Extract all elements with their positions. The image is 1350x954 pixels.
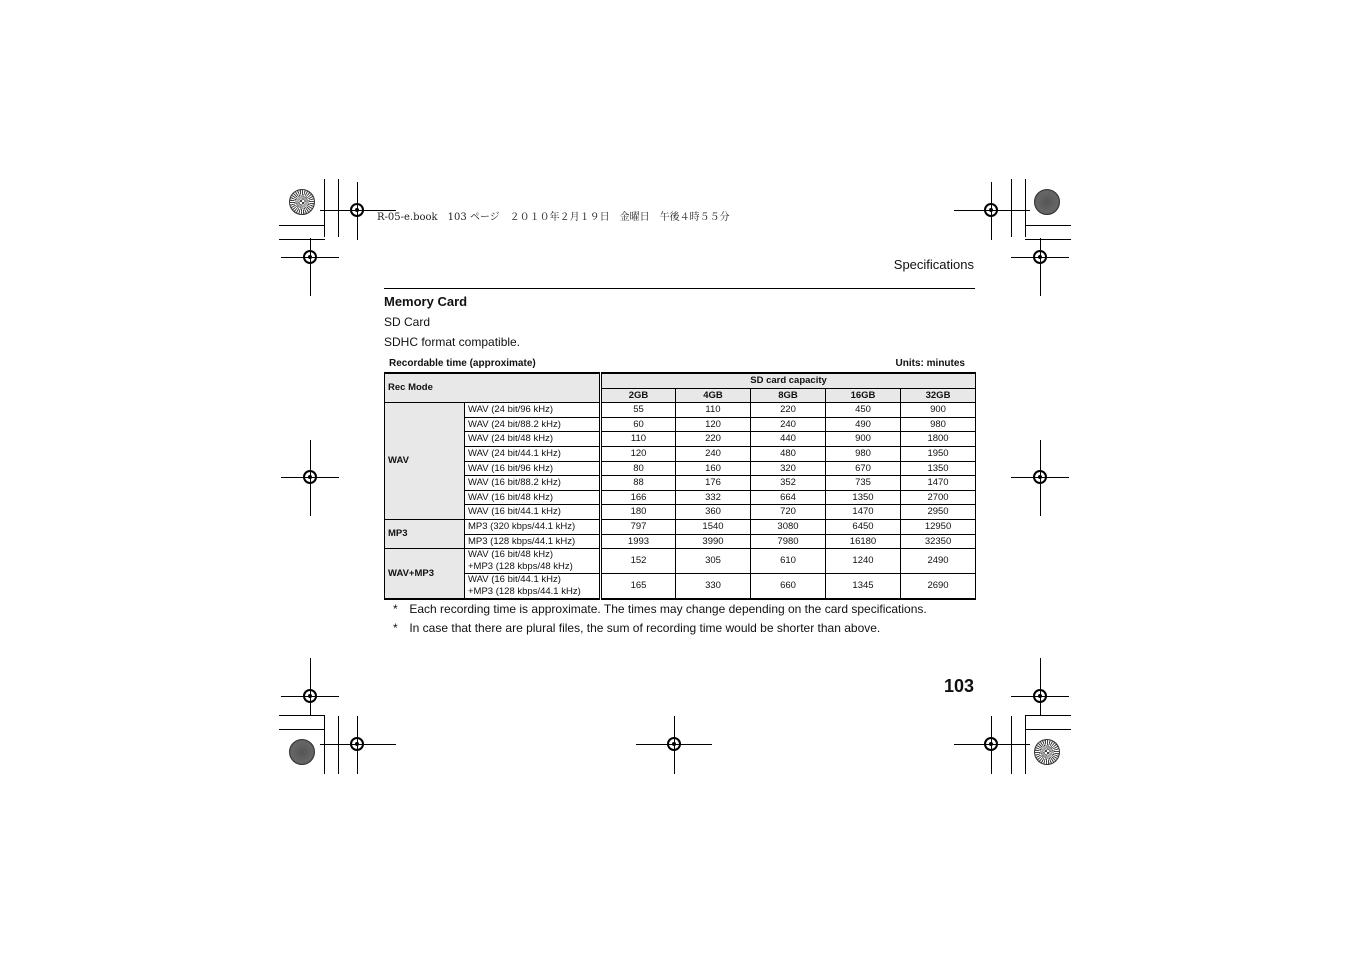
table-row [385,476,976,491]
recording-time-cell: 900 [826,432,901,447]
table-row [385,534,976,549]
recording-time-cell: 480 [751,446,826,461]
recording-time-cell: 797 [601,519,676,534]
recording-time-cell: 980 [826,446,901,461]
registration-dial-icon [289,189,315,215]
recording-time-cell: 1993 [601,534,676,549]
table-row [385,417,976,432]
recording-time-cell: 305 [676,549,751,574]
table-caption: Recordable time (approximate) [389,358,536,369]
recording-time-cell: 3080 [751,519,826,534]
paragraph-sdhc: SDHC format compatible. [384,335,521,349]
rec-mode-label [465,403,601,418]
rec-mode-label-line: WAV (16 bit/48 kHz) [468,549,553,561]
registration-dial-icon [289,739,315,765]
rec-mode-label-line: WAV (16 bit/44.1 kHz) [468,573,561,585]
rec-mode-label-line: WAV (16 bit/88.2 kHz) [468,477,561,489]
rec-mode-label-line: WAV (16 bit/44.1 kHz) [468,506,561,518]
rec-mode-label [465,534,601,549]
rec-mode-group: MP3 [385,519,465,548]
recording-time-cell: 2690 [901,573,976,598]
recording-time-cell: 1350 [826,490,901,505]
footnote-text: In case that there are plural files, the sum of recording time would be shorter than above. [409,621,881,635]
rec-mode-label-line: WAV (24 bit/96 kHz) [468,404,553,416]
recording-time-cell: 1800 [901,432,976,447]
recording-time-cell: 330 [676,573,751,598]
table-row [385,573,976,598]
capacity-column-header: 2GB [601,388,676,403]
header-rule [384,288,975,289]
registration-dial-icon [1034,739,1060,765]
rec-mode-label [465,476,601,491]
rec-mode-label-line: WAV (24 bit/88.2 kHz) [468,418,561,430]
recording-time-cell: 160 [676,461,751,476]
recording-time-cell: 670 [826,461,901,476]
capacity-column-header: 8GB [751,388,826,403]
recording-time-cell: 6450 [826,519,901,534]
file-info-slug: R-05-e.book 103 ページ ２０１０年２月１９日 金曜日 午後４時５５分 [377,212,730,223]
table-row [385,549,976,574]
recording-time-cell: 720 [751,505,826,520]
table-row [385,446,976,461]
recording-time-cell: 152 [601,549,676,574]
recording-time-cell: 2700 [901,490,976,505]
recording-time-cell: 1470 [826,505,901,520]
recording-time-cell: 1345 [826,573,901,598]
recording-time-cell: 352 [751,476,826,491]
rec-mode-label-line: WAV (24 bit/48 kHz) [468,433,553,445]
rec-mode-label-line: MP3 (128 kbps/44.1 kHz) [468,535,576,547]
rec-mode-label [465,417,601,432]
section-title: Memory Card [384,294,468,309]
rec-mode-label [465,446,601,461]
recording-time-cell: 900 [901,403,976,418]
recording-time-cell: 220 [751,403,826,418]
rec-mode-label [465,432,601,447]
recordable-time-table [384,372,976,600]
recording-time-cell: 332 [676,490,751,505]
recording-time-cell: 55 [601,403,676,418]
capacity-column-header: 16GB [826,388,901,403]
recording-time-cell: 240 [751,417,826,432]
recording-time-cell: 110 [601,432,676,447]
footnote [393,621,880,635]
recording-time-cell: 12950 [901,519,976,534]
rec-mode-label-line: +MP3 (128 kbps/44.1 kHz) [468,585,581,597]
running-header: Specifications [893,257,974,272]
registration-dial-icon [1034,189,1060,215]
footnote-mark: * [393,602,398,616]
rec-mode-label [465,573,601,598]
recording-time-cell: 610 [751,549,826,574]
recording-time-cell: 320 [751,461,826,476]
recording-time-cell: 32350 [901,534,976,549]
recording-time-cell: 360 [676,505,751,520]
recording-time-cell: 980 [901,417,976,432]
recording-time-cell: 120 [676,417,751,432]
recording-time-cell: 1240 [826,549,901,574]
recording-time-cell: 664 [751,490,826,505]
rec-mode-label-line: WAV (16 bit/96 kHz) [468,462,553,474]
recording-time-cell: 490 [826,417,901,432]
rec-mode-label [465,549,601,574]
recording-time-cell: 120 [601,446,676,461]
rec-mode-label-line: +MP3 (128 kbps/48 kHz) [468,561,573,572]
recording-time-cell: 80 [601,461,676,476]
recording-time-cell: 16180 [826,534,901,549]
table-row [385,403,976,418]
paragraph-sd-card: SD Card [384,315,431,329]
table-row [385,432,976,447]
recording-time-cell: 166 [601,490,676,505]
rec-mode-header: Rec Mode [385,373,601,403]
recording-time-cell: 660 [751,573,826,598]
recording-time-cell: 1950 [901,446,976,461]
recording-time-cell: 110 [676,403,751,418]
rec-mode-label-line: MP3 (320 kbps/44.1 kHz) [468,520,576,532]
recording-time-cell: 2490 [901,549,976,574]
rec-mode-label [465,490,601,505]
table-row [385,505,976,520]
recording-time-cell: 1350 [901,461,976,476]
recording-time-cell: 2950 [901,505,976,520]
table-row [385,461,976,476]
table-row [385,490,976,505]
footnote-text: Each recording time is approximate. The times may change depending on the card specifications. [409,602,927,616]
recording-time-cell: 176 [676,476,751,491]
rec-mode-label-line: WAV (16 bit/48 kHz) [468,491,553,503]
page-number: 103 [943,676,974,696]
recording-time-cell: 3990 [676,534,751,549]
recording-time-cell: 180 [601,505,676,520]
recording-time-cell: 440 [751,432,826,447]
footnote [393,602,927,616]
rec-mode-group: WAV [385,403,465,520]
recording-time-cell: 7980 [751,534,826,549]
recording-time-cell: 450 [826,403,901,418]
recording-time-cell: 1470 [901,476,976,491]
recording-time-cell: 220 [676,432,751,447]
recording-time-cell: 1540 [676,519,751,534]
recording-time-cell: 240 [676,446,751,461]
rec-mode-group: WAV+MP3 [385,549,465,599]
footnote-mark: * [393,621,398,635]
capacity-column-header: 32GB [901,388,976,403]
rec-mode-label-line: WAV (24 bit/44.1 kHz) [468,448,561,460]
capacity-header: SD card capacity [601,373,976,388]
table-units: Units: minutes [895,358,965,369]
rec-mode-label [465,461,601,476]
capacity-column-header: 4GB [676,388,751,403]
rec-mode-label [465,505,601,520]
recording-time-cell: 60 [601,417,676,432]
recording-time-cell: 88 [601,476,676,491]
rec-mode-label [465,519,601,534]
table-row [385,519,976,534]
recording-time-cell: 165 [601,573,676,598]
recording-time-cell: 735 [826,476,901,491]
